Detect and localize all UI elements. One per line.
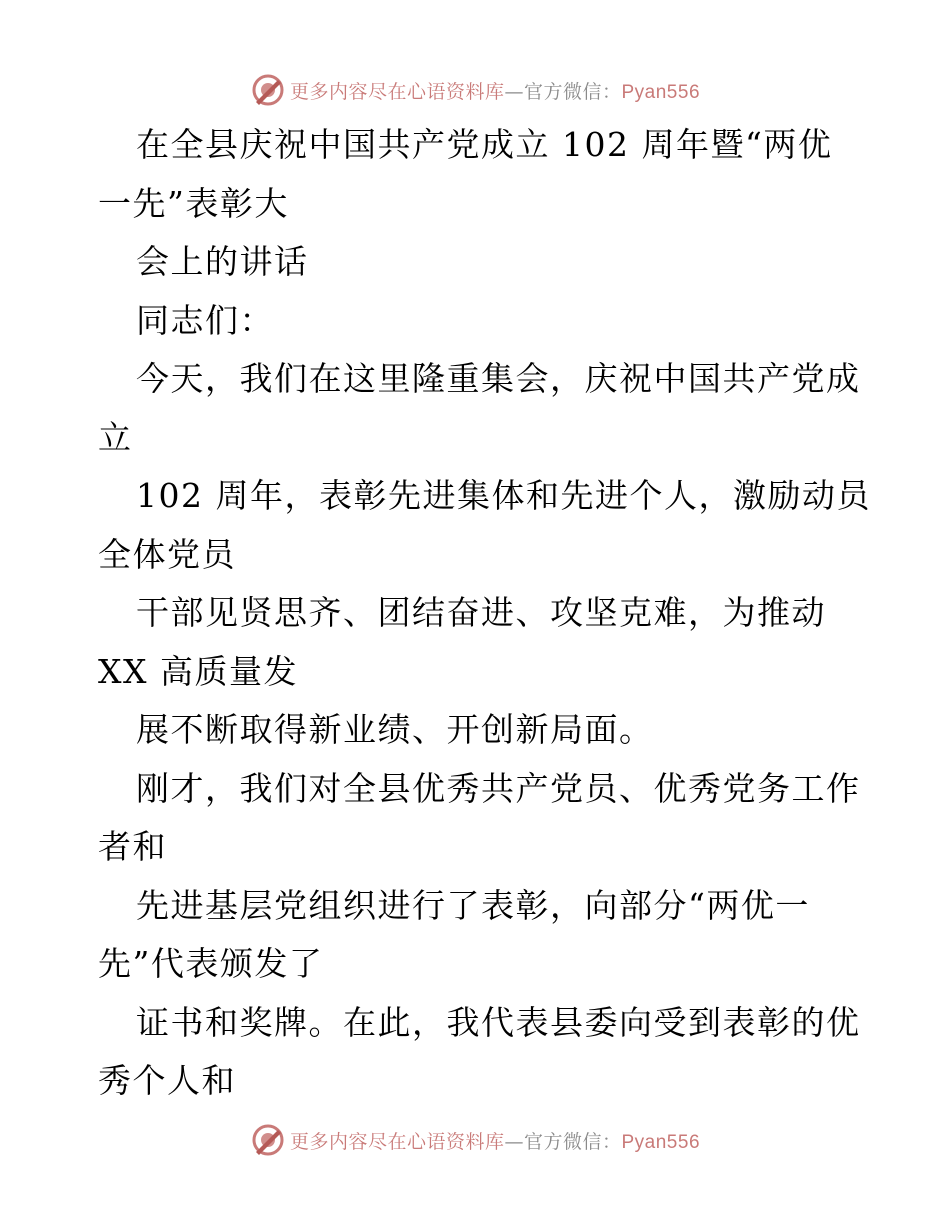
text-line: 102 周年，表彰先进集体和先进个人，激励动员: [136, 476, 871, 515]
footer-watermark: [0, 1120, 950, 1160]
pen-logo-icon: [250, 1122, 286, 1158]
text-line: 秀个人和: [98, 1061, 236, 1100]
pen-logo-icon: [250, 72, 286, 108]
text-line: 全体党员: [98, 534, 236, 574]
text-line: 刚才，我们对全县优秀共产党员、优秀党务工作: [136, 768, 861, 808]
watermark-text: 更多内容尽在心语资料库—官方微信：Pyan556: [289, 1130, 701, 1153]
text-line: 在全县庆祝中国共产党成立 102 周年暨“两优: [136, 125, 833, 164]
text-line: 一先”表彰大: [98, 183, 289, 223]
text-line: 今天，我们在这里隆重集会，庆祝中国共产党成: [136, 359, 861, 398]
text-line: 先”代表颁发了: [98, 944, 324, 983]
text-line: 同志们：: [136, 300, 274, 340]
text-line: 证书和奖牌。在此，我代表县委向受到表彰的优: [136, 1002, 861, 1042]
watermark-text: 更多内容尽在心语资料库—官方微信：Pyan556: [289, 80, 701, 103]
text-line: 先进基层党组织进行了表彰，向部分“两优一: [136, 885, 810, 925]
text-line: 者和: [98, 827, 167, 866]
text-line: 干部见贤思齐、团结奋进、攻坚克难，为推动: [136, 593, 826, 632]
text-line: 展不断取得新业绩、开创新局面。: [136, 710, 654, 749]
text-line: 会上的讲话: [136, 242, 309, 281]
header-watermark: [0, 70, 950, 110]
document-body: [98, 116, 871, 1111]
text-line: XX 高质量发: [98, 651, 298, 691]
text-line: 立: [98, 417, 133, 457]
